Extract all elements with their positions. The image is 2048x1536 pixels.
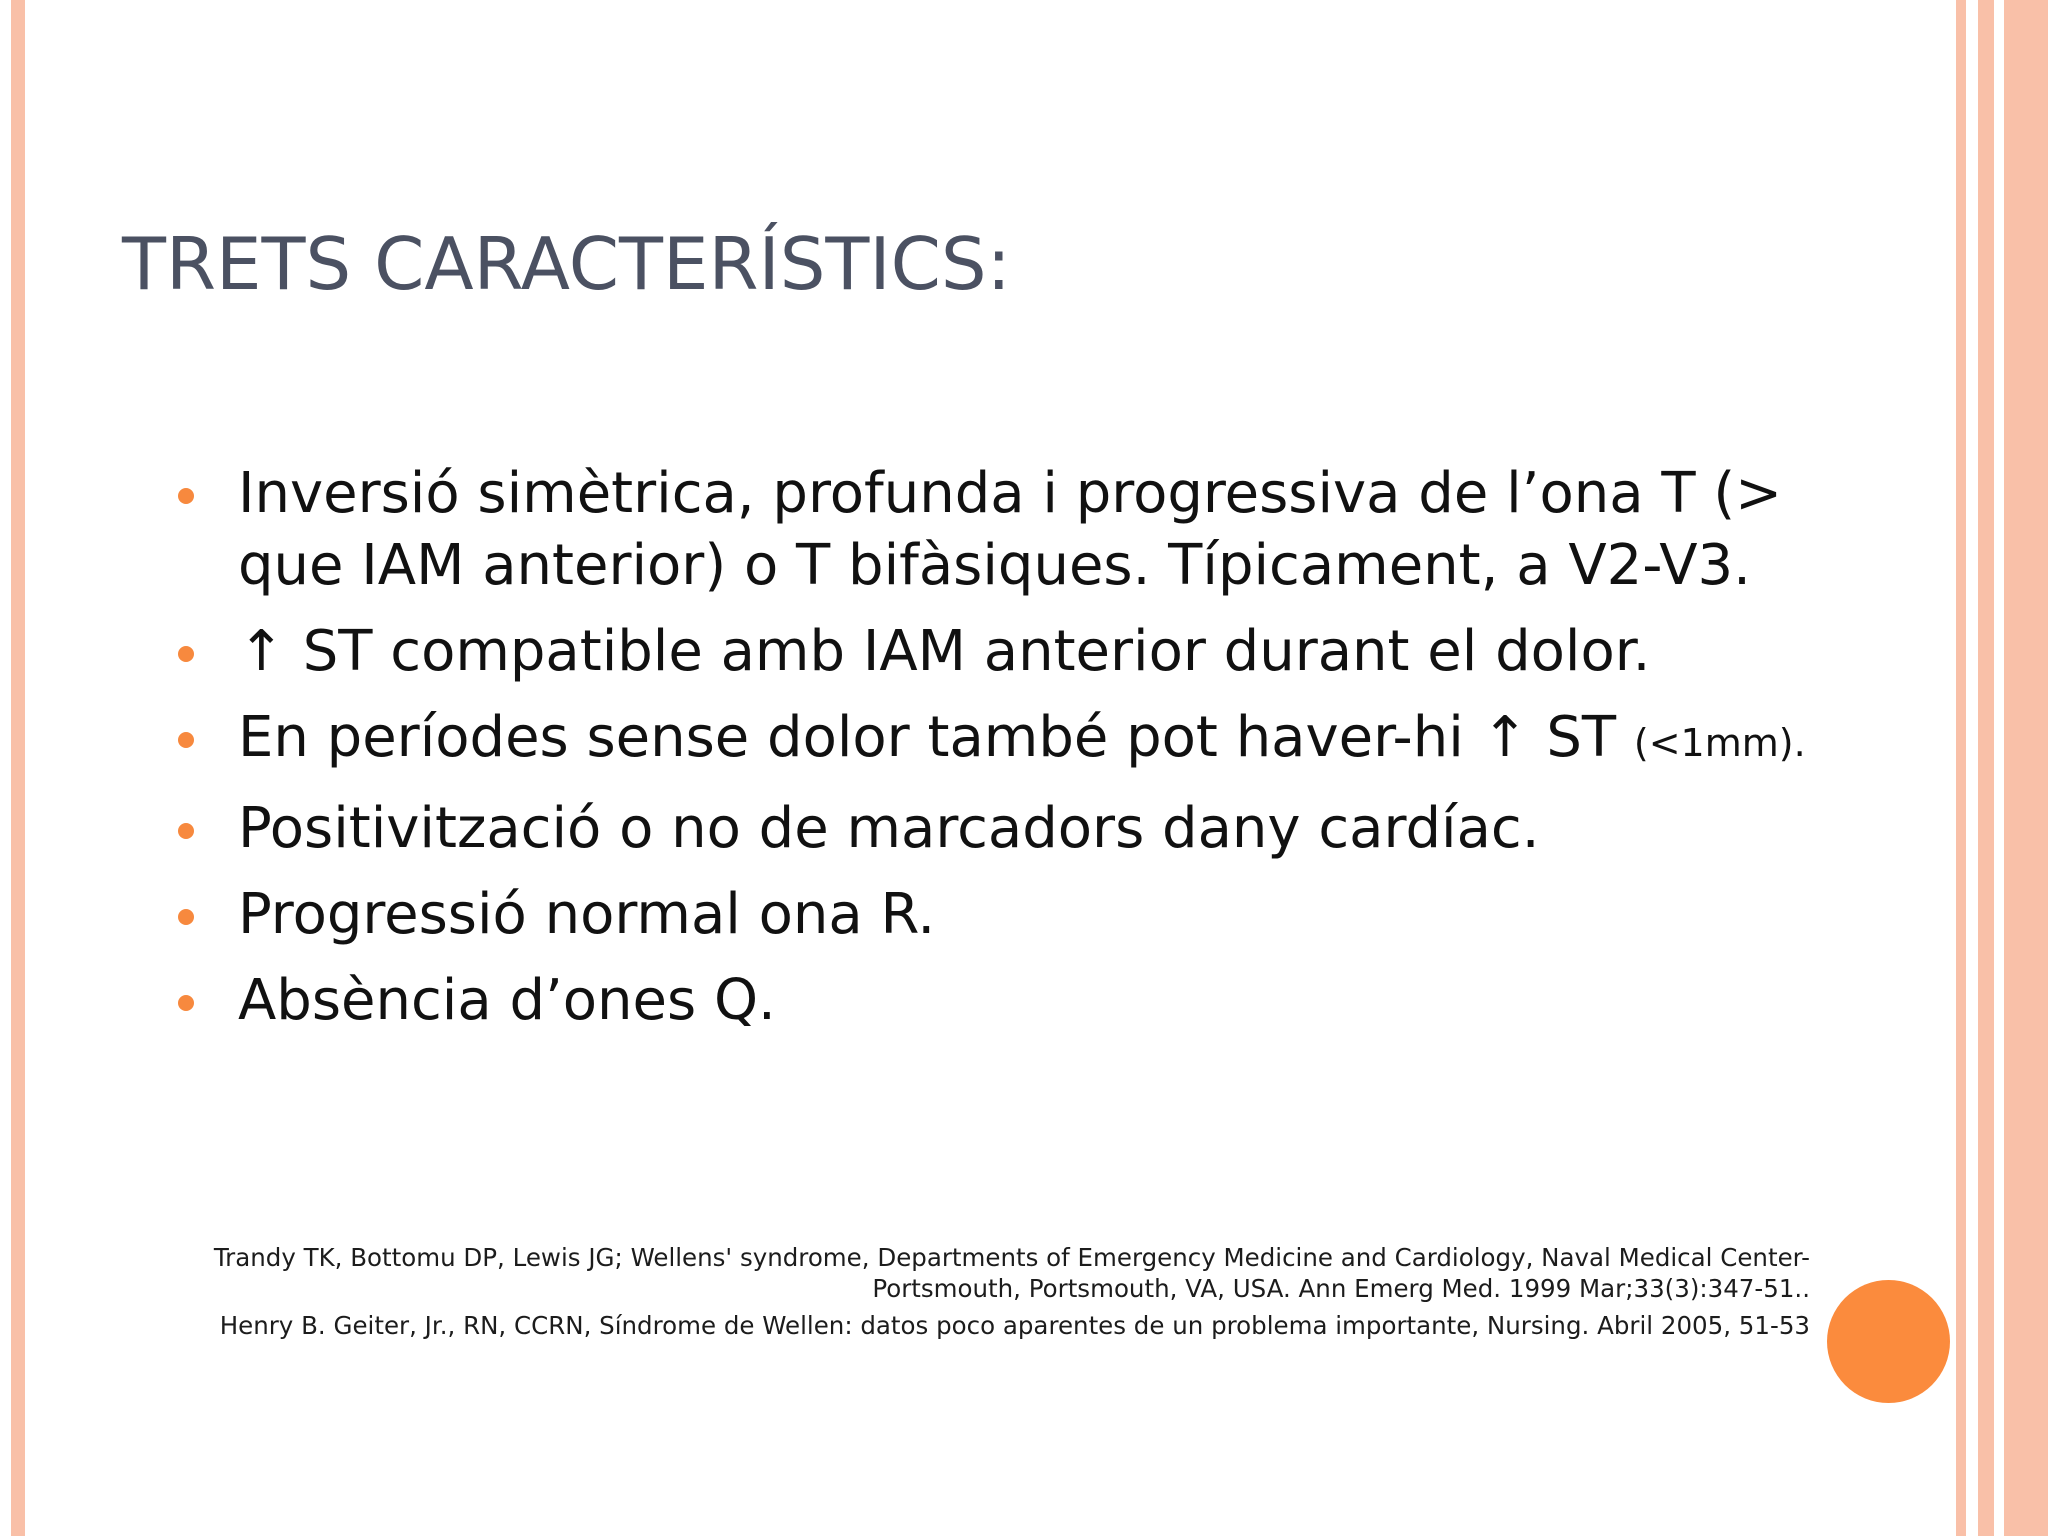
slide-title: TRETS CARACTERÍSTICS:: [122, 222, 1011, 306]
bullet-text: ↑ ST compatible amb IAM anterior durant el dolor.: [238, 619, 1651, 684]
bullet-item: [174, 458, 1824, 602]
bullet-item: [174, 879, 1824, 951]
bullet-item: [174, 965, 1824, 1037]
bullet-text: Inversió simètrica, profunda i progressiva de l’ona T (> que IAM anterior) o T bifàsiques. Típicament, a V2-V3.: [238, 461, 1783, 598]
reference-line: Trandy TK, Bottomu DP, Lewis JG; Wellens' syndrome, Departments of Emergency Medicine and Cardiology, Naval Medical Center-: [213, 1243, 1810, 1272]
bullet-text: En períodes sense dolor també pot haver-hi ↑ ST: [238, 705, 1617, 770]
left-accent-stripe: [11, 0, 25, 1536]
right-stripe-gap: [1966, 0, 1978, 1536]
right-accent-stripe: [1978, 0, 1994, 1536]
bullet-dot-icon: [178, 646, 194, 662]
bullet-dot-icon: [178, 823, 194, 839]
bullet-text: Positivització o no de marcadors dany cardíac.: [238, 796, 1540, 861]
bullet-dot-icon: [178, 732, 194, 748]
bullet-note: (<1mm).: [1633, 721, 1806, 765]
bullet-dot-icon: [178, 909, 194, 925]
references: [110, 1242, 1810, 1341]
bullet-dot-icon: [178, 995, 194, 1011]
reference-line: Portsmouth, Portsmouth, VA, USA. Ann Emerg Med. 1999 Mar;33(3):347-51..: [872, 1274, 1810, 1303]
bullet-text: Absència d’ones Q.: [238, 968, 776, 1033]
bullet-item: [174, 616, 1824, 688]
right-stripe-gap: [1994, 0, 2004, 1536]
right-accent-stripe: [2004, 0, 2048, 1536]
bullet-item: [174, 702, 1824, 779]
right-accent-stripe: [1956, 0, 1966, 1536]
bullet-item: [174, 793, 1824, 865]
decorative-circle-icon: [1827, 1280, 1950, 1403]
bullet-list: [174, 458, 1824, 1051]
bullet-dot-icon: [178, 488, 194, 504]
bullet-text: Progressió normal ona R.: [238, 882, 936, 947]
reference-line: Henry B. Geiter, Jr., RN, CCRN, Síndrome de Wellen: datos poco aparentes de un problema importante, Nursing. Abril 2005, 51-53: [219, 1311, 1810, 1340]
